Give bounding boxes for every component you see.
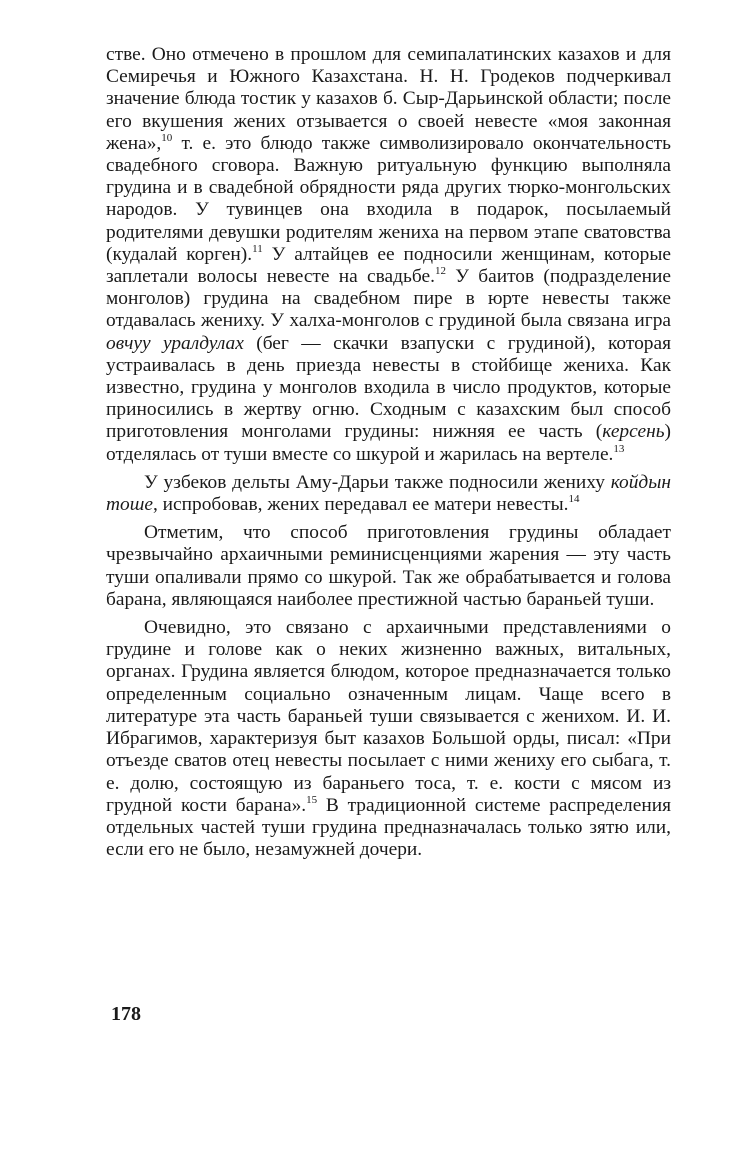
text-run: стве. Оно отмечено в прошлом для семипалатинских казахов и для Семиречья и Южного Казахстана. Н. Н. Гродеков подчеркивал значение блюда тостик у казахов б. Сыр-Дарьинской области; после его вкушения жених отзывается о своей невесте «моя законная жена», xyxy=(106,44,671,154)
page-text xyxy=(106,44,671,867)
text-run: В традиционной системе распределения отдельных частей туши грудина предназначалась только зятю или, если его не было, незамужней дочери. xyxy=(106,794,671,861)
text-run: (бег — скачки взапуски с грудиной), которая устраивалась в день приезда невесты в стойбище жениха. Как известно, грудина у монголов входила в число продуктов, которые приносились в жертву огню. Сходным с казахским был способ приготовления монголами грудины: нижняя ее часть ( xyxy=(106,332,671,443)
italic-term-kersen: керсень xyxy=(602,421,665,443)
italic-term-ovchuu: овчуу уралдулах xyxy=(106,332,244,354)
text-run: У баитов (подразделение монголов) грудина на свадебном пире в юрте невесты также отдавалась жениху. У халха-монголов с грудиной была связана игра xyxy=(106,266,671,332)
paragraph-3: Отметим, что способ приготовления грудины обладает чрезвычайно архаичными реминисценциями жарения — эту часть туши опаливали прямо со шкурой. Так же обрабатывается и голова барана, являющаяся наиболее престижной частью бараньей туши. xyxy=(106,522,671,610)
footnote-ref-13: 13 xyxy=(613,442,625,455)
paragraph-2 xyxy=(106,472,671,516)
footnote-ref-14: 14 xyxy=(568,493,580,506)
italic-term-koydyn-toshe: койдын тоше xyxy=(106,471,671,516)
text-run: , испробовав, жених передавал ее матери невесты. xyxy=(152,494,569,516)
text-run: т. е. это блюдо также символизировало окончательность свадебного сговора. Важную ритуальную функцию выполняла грудина и в свадебной обрядности ряда других тюрко-монгольских народов. У тувинцев она входила в подарок, посылаемый родителями девушки родителям жениха на первом этапе сватовства (кудалай корген). xyxy=(106,132,671,265)
text-run: ) отделялась от туши вместе со шкурой и жарилась на вертеле. xyxy=(106,421,671,465)
footnote-ref-10: 10 xyxy=(161,131,173,144)
text-run: У алтайцев ее подносили женщинам, которые заплетали волосы невесте на свадьбе. xyxy=(106,243,671,288)
footnote-ref-11: 11 xyxy=(252,242,263,255)
paragraph-4 xyxy=(106,617,671,861)
page-number: 178 xyxy=(111,1003,141,1025)
paragraph-1 xyxy=(106,44,671,466)
footnote-ref-15: 15 xyxy=(306,793,318,806)
text-run: Очевидно, это связано с архаичными представлениями о грудине и голове как о неких жизненно важных, витальных, органах. Грудина является блюдом, которое предназначается только определенным социально означенным лицам. Чаще всего в литературе эта часть бараньей туши связывается с женихом. И. И. Ибрагимов, характеризуя быт казахов Большой орды, писал: «При отъезде сватов отец невесты посылает с ними жениху его сыбага, т. е. долю, состоящую из бараньего тоса, т. е. кости с мясом из грудной кости барана». xyxy=(106,617,671,816)
footnote-ref-12: 12 xyxy=(434,265,446,278)
text-run: У узбеков дельты Аму-Дарьи также подносили жениху xyxy=(144,471,611,493)
